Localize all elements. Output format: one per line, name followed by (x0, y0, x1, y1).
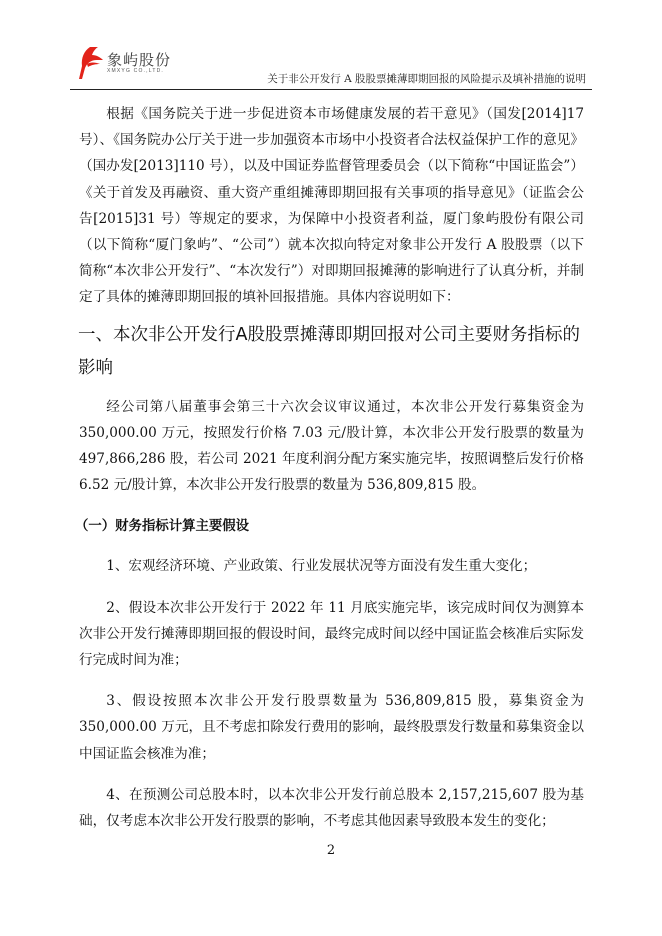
subsection-1-heading: （一）财务指标计算主要假设 (75, 519, 250, 535)
sail-flag-icon (76, 46, 104, 80)
logo-name-en: XMXYG CO.,LTD. (107, 68, 164, 74)
page-header (70, 42, 592, 90)
section-1-heading: 一、本次非公开发行A股股票摊薄即期回报对公司主要财务指标的影响 (78, 324, 580, 378)
assumption-item-2: 2、假设本次非公开发行于 2022 年 11 月底实施完毕，该完成时间仅为测算本次非公开发行摊薄即期回报的假设时间，最终完成时间以经中国证监会核准后实际发行完成时间为准； (79, 599, 584, 669)
assumption-item-3: 3、假设按照本次非公开发行股票数量为 536,809,815 股，募集资金为 350,000.00 万元，且不考虑扣除发行费用的影响，最终股票发行数量和募集资金以中国证监会核准为准； (79, 693, 584, 762)
page-number: 2 (326, 843, 336, 858)
assumption-item-1: 1、宏观经济环境、产业政策、行业发展状况等方面没有发生重大变化； (106, 558, 537, 575)
company-logo (76, 46, 171, 80)
section-1-paragraph: 经公司第八届董事会第三十六次会议审议通过，本次非公开发行募集资金为 350,000.00 万元，按照发行价格 7.03 元/股计算，本次非公开发行股票的数量为 497,866,286 股，若公司 2021 年度利润分配方案实施完毕，按照调整后发行价格 6.52 元/股计算，本次非公开发行股票的数量为 536,809,815 股。 (79, 398, 584, 494)
intro-paragraph: 根据《国务院关于进一步促进资本市场健康发展的若干意见》（国发[2014]17号）、《国务院办公厅关于进一步加强资本市场中小投资者合法权益保护工作的意见》（国办发[2013]110 号），以及中国证券监督管理委员会（以下简称“中国证监会”）《关于首发及再融资、重大资产重组摊薄即期回报有关事项的指导意见》（证监会公告[2015]31 号）等规定的要求，为保障中小投资者利益，厦门象屿股份有限公司（以下简称“厦门象屿”、“公司”）就本次拟向特定对象非公开发行 A 股股票（以下简称“本次非公开发行”、“本次发行”）对即期回报摊薄的影响进行了认真分析，并制定了具体的摊薄即期回报的填补回报措施。具体内容说明如下： (79, 106, 584, 306)
document-body (75, 101, 584, 849)
assumption-item-4: 4、在预测公司总股本时，以本次非公开发行前总股本 2,157,215,607 股为基础，仅考虑本次非公开发行股票的影响，不考虑其他因素导致股本发生的变化； (79, 786, 584, 830)
running-title: 关于非公开发行 A 股股票摊薄即期回报的风险提示及填补措施的说明 (267, 73, 586, 85)
logo-name-cn: 象屿股份 (107, 51, 172, 69)
